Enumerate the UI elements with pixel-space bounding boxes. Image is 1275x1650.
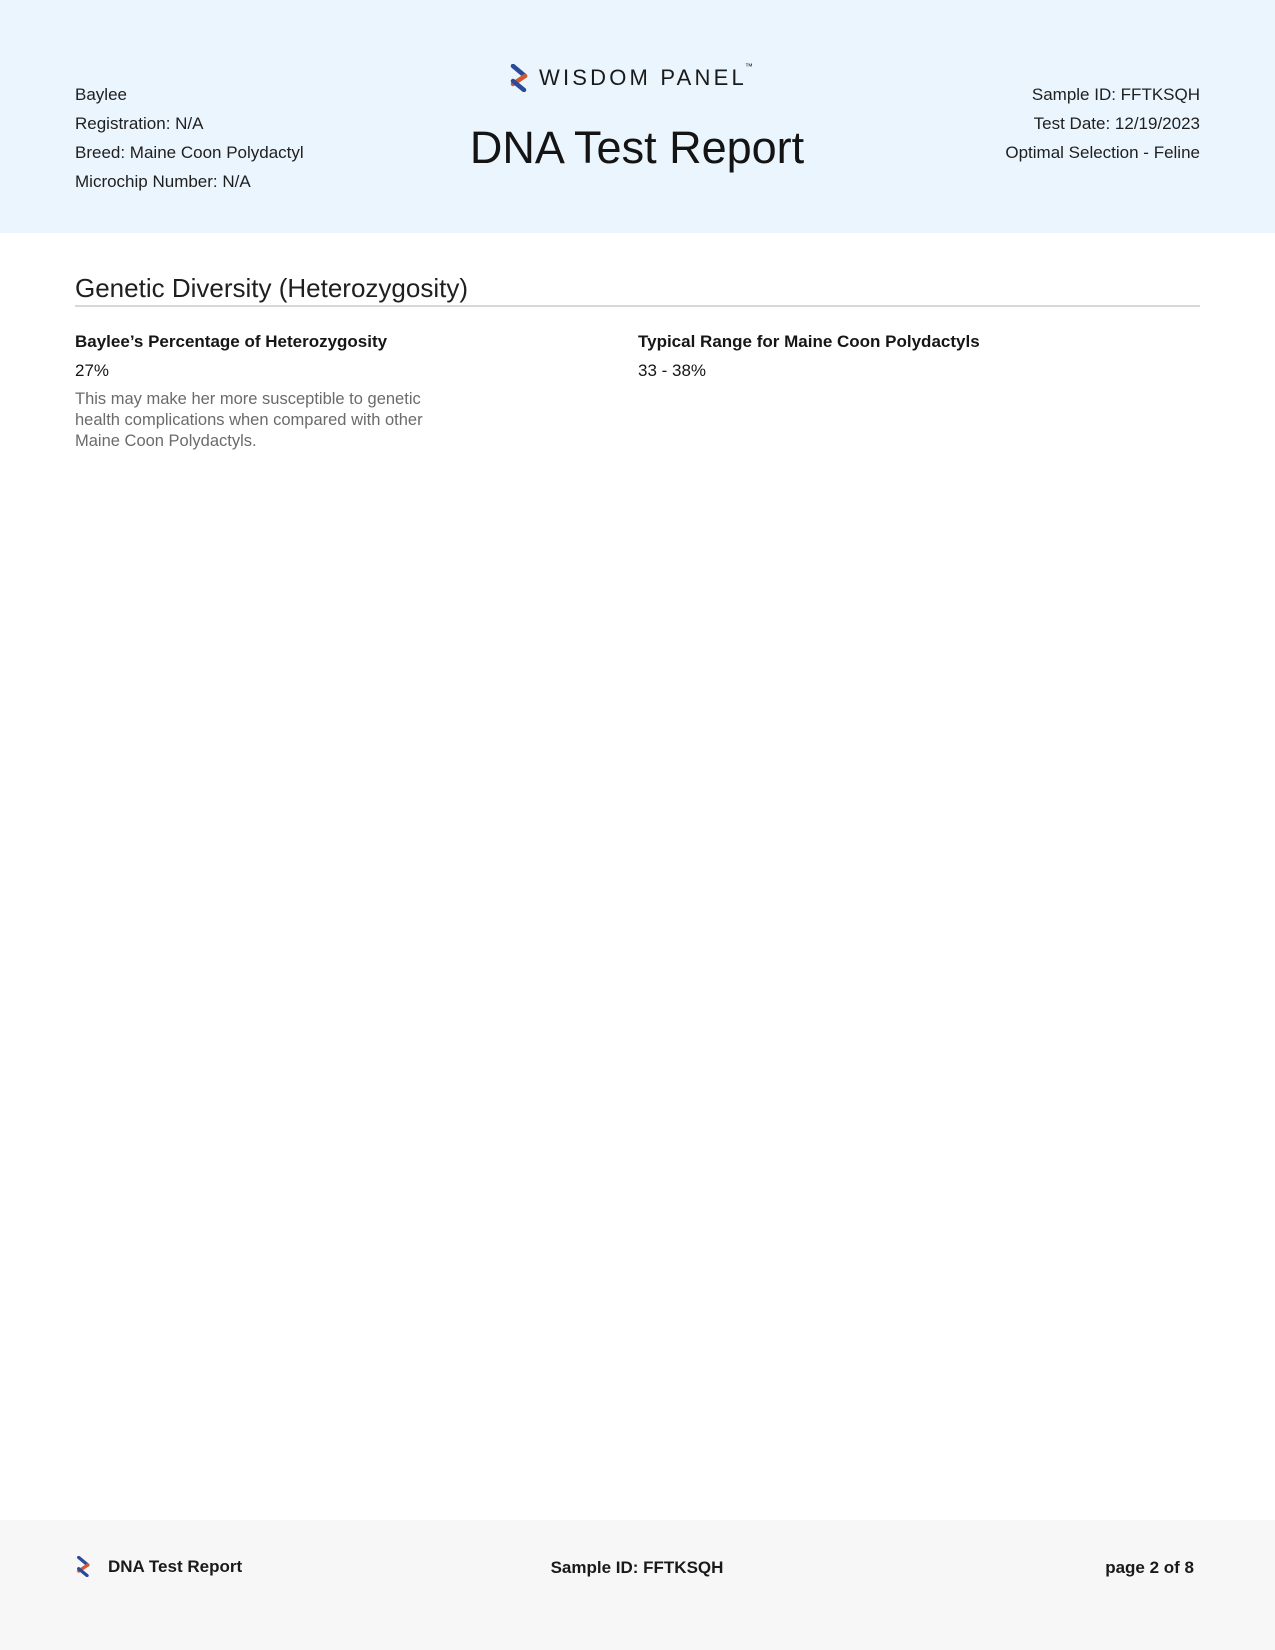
test-date: Test Date: 12/19/2023 [1033, 114, 1200, 133]
logo-text: WISDOM PANEL [539, 65, 747, 90]
product-name: Optimal Selection - Feline [1005, 143, 1200, 162]
footer-brand [75, 1556, 242, 1577]
wisdom-panel-helix-icon [75, 1556, 90, 1577]
page-number: page 2 of 8 [1105, 1558, 1194, 1577]
sample-id: Sample ID: FFTKSQH [1031, 85, 1200, 104]
wisdom-panel-helix-icon [508, 64, 528, 92]
pet-info [75, 80, 304, 196]
result-note: This may make her more susceptible to genetic health complications when compared with other Maine Coon Polydactyls. [75, 390, 423, 450]
report-footer [0, 1520, 1275, 1650]
page-title: DNA Test Report [469, 122, 805, 173]
wisdom-panel-logo [508, 63, 768, 93]
report-header [0, 0, 1275, 233]
result-heading: Baylee’s Percentage of Heterozygosity [75, 332, 388, 351]
result-value: 27% [75, 361, 110, 380]
pet-registration: Registration: N/A [75, 114, 204, 133]
heterozygosity-result [75, 331, 475, 452]
pet-name: Baylee [75, 85, 127, 104]
logo-trademark: ™ [744, 62, 753, 71]
pet-breed: Breed: Maine Coon Polydactyl [75, 143, 304, 162]
footer-sample-id: Sample ID: FFTKSQH [550, 1558, 724, 1577]
sample-info [1005, 80, 1200, 167]
pet-microchip: Microchip Number: N/A [75, 172, 251, 191]
section-divider [75, 305, 1200, 307]
section-title: Genetic Diversity (Heterozygosity) [75, 273, 468, 303]
logo-wordmark [539, 62, 753, 91]
range-heading: Typical Range for Maine Coon Polydactyls [638, 332, 980, 351]
range-value: 33 - 38% [638, 361, 707, 380]
footer-title: DNA Test Report [108, 1556, 243, 1576]
typical-range [638, 331, 1198, 382]
